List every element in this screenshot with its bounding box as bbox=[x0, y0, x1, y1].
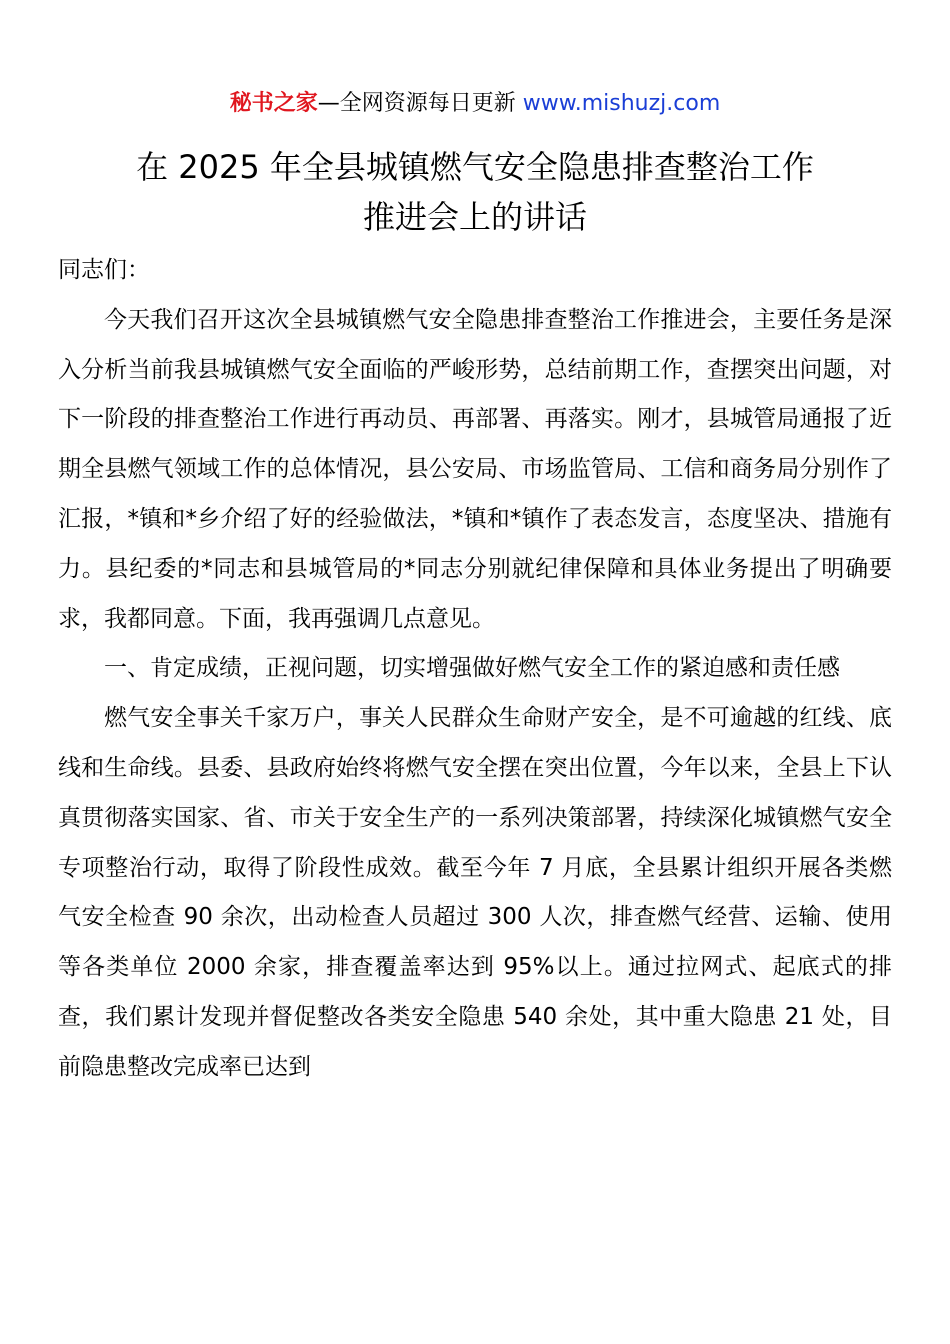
site-url[interactable]: www.mishuzj.com bbox=[522, 91, 721, 116]
salutation: 同志们： bbox=[58, 257, 150, 283]
title-line-1: 在 2025 年全县城镇燃气安全隐患排查整治工作 bbox=[136, 148, 814, 186]
section-heading-1: 一、肯定成绩，正视问题，切实增强做好燃气安全工作的紧迫感和责任感 bbox=[104, 655, 840, 682]
document-body bbox=[58, 246, 892, 1093]
document-title bbox=[40, 142, 910, 242]
paragraph-achievements: 燃气安全事关千家万户，事关人民群众生命财产安全，是不可逾越的红线、底线和生命线。县委、县政府始终将燃气安全摆在突出位置，今年以来，全县上下认真贯彻落实国家、省、市关于安全生产的一系列决策部署，持续深化城镇燃气安全专项整治行动，取得了阶段性成效。截至今年 7 月底，全县累计组织开展各类燃气安全检查 90 余次，出动检查人员超过 300 人次，排查燃气经营、运输、使用等各类单位 2000 余家，排查覆盖率达到 95%以上。通过拉网式、起底式的排查，我们累计发现并督促整改各类安全隐患 540 余处，其中重大隐患 21 处，目前隐患整改完成率已达到 bbox=[58, 705, 892, 1080]
paragraph-intro: 今天我们召开这次全县城镇燃气安全隐患排查整治工作推进会，主要任务是深入分析当前我县城镇燃气安全面临的严峻形势，总结前期工作，查摆突出问题，对下一阶段的排查整治工作进行再动员、再部署、再落实。刚才，县城管局通报了近期全县燃气领域工作的总体情况，县公安局、市场监管局、工信和商务局分别作了汇报，*镇和*乡介绍了好的经验做法，*镇和*镇作了表态发言，态度坚决、措施有力。县纪委的*同志和县城管局的*同志分别就纪律保障和具体业务提出了明确要求，我都同意。下面，我再强调几点意见。 bbox=[58, 306, 892, 632]
site-brand: 秘书之家 bbox=[229, 91, 318, 116]
site-header bbox=[0, 88, 950, 120]
title-line-2: 推进会上的讲话 bbox=[362, 198, 587, 236]
site-slogan: —全网资源每日更新 bbox=[317, 91, 523, 116]
